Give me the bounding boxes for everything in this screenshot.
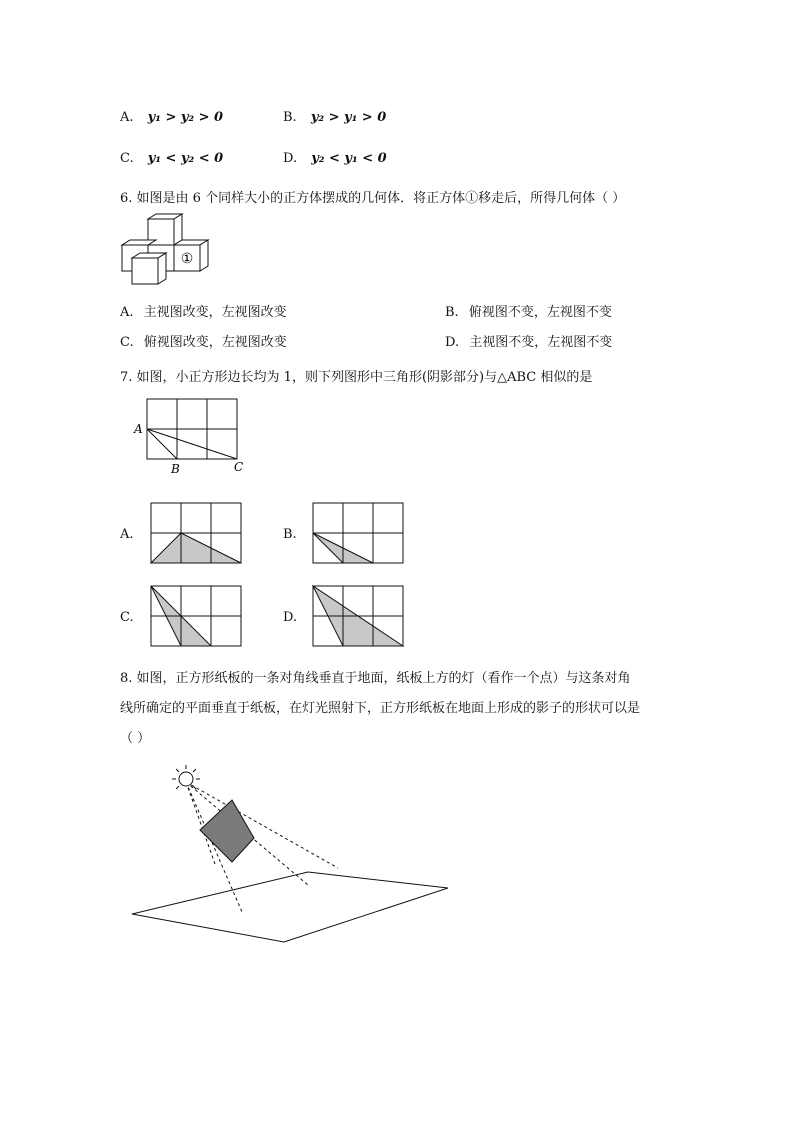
option-text: 主视图改变，左视图改变: [143, 305, 287, 320]
q6-stem: 6. 如图是由 6 个同样大小的正方体摆成的几何体．将正方体①移走后，所得几何体（ ）: [120, 191, 626, 206]
q5-option-a: [120, 110, 223, 125]
q6-cube-figure: [118, 214, 218, 284]
option-label: C.: [120, 335, 134, 350]
option-label: B.: [283, 110, 297, 125]
q7-option-d-figure: [312, 585, 404, 647]
option-label: D.: [445, 335, 460, 350]
q5-option-b: [283, 110, 386, 125]
point-a-label: A: [134, 422, 143, 436]
q8-stem-line-3: （ ）: [120, 731, 151, 746]
square-board: [200, 800, 254, 862]
q6-option-c: [120, 331, 287, 350]
lamp-icon: [172, 765, 200, 789]
q8-lamp-figure: [130, 762, 460, 947]
q6-option-d: [445, 331, 612, 350]
option-expression: y₁ > y₂ > 0: [147, 110, 224, 125]
cube-1-marker: ①: [180, 251, 194, 267]
q7-option-b-label: B.: [283, 527, 297, 542]
q7-option-a-label: A.: [120, 527, 134, 542]
q5-option-c: [120, 151, 223, 166]
option-text: 俯视图不变，左视图不变: [468, 305, 612, 320]
q7-option-c-label: C.: [120, 610, 134, 625]
option-label: A.: [120, 110, 134, 125]
option-label: B.: [445, 305, 459, 320]
q7-option-a-figure: [150, 502, 242, 564]
q7-option-d-label: D.: [283, 610, 298, 625]
q8-stem-line-1: 8. 如图，正方形纸板的一条对角线垂直于地面，纸板上方的灯（看作一个点）与这条对角: [120, 671, 631, 686]
option-expression: y₂ < y₁ < 0: [311, 151, 387, 166]
q7-stem: 7. 如图，小正方形边长均为 1，则下列图形中三角形(阴影部分)与△ABC 相似的是: [120, 370, 593, 385]
q7-abc-figure: [130, 396, 260, 476]
option-label: A.: [120, 305, 134, 320]
q5-option-d: [283, 151, 387, 166]
q6-option-a: [120, 301, 287, 320]
q6-option-b: [445, 301, 612, 320]
point-c-label: C: [234, 460, 244, 474]
option-label: C.: [120, 151, 134, 166]
option-expression: y₁ < y₂ < 0: [147, 151, 224, 166]
option-text: 俯视图改变，左视图改变: [143, 335, 287, 350]
ground-plane: [132, 872, 448, 942]
option-text: 主视图不变，左视图不变: [469, 335, 613, 350]
option-expression: y₂ > y₁ > 0: [310, 110, 387, 125]
option-label: D.: [283, 151, 298, 166]
q7-option-c-figure: [150, 585, 242, 647]
q7-option-b-figure: [312, 502, 404, 564]
q8-stem-line-2: 线所确定的平面垂直于纸板，在灯光照射下，正方形纸板在地面上形成的影子的形状可以是: [120, 701, 641, 716]
point-b-label: B: [171, 462, 180, 476]
